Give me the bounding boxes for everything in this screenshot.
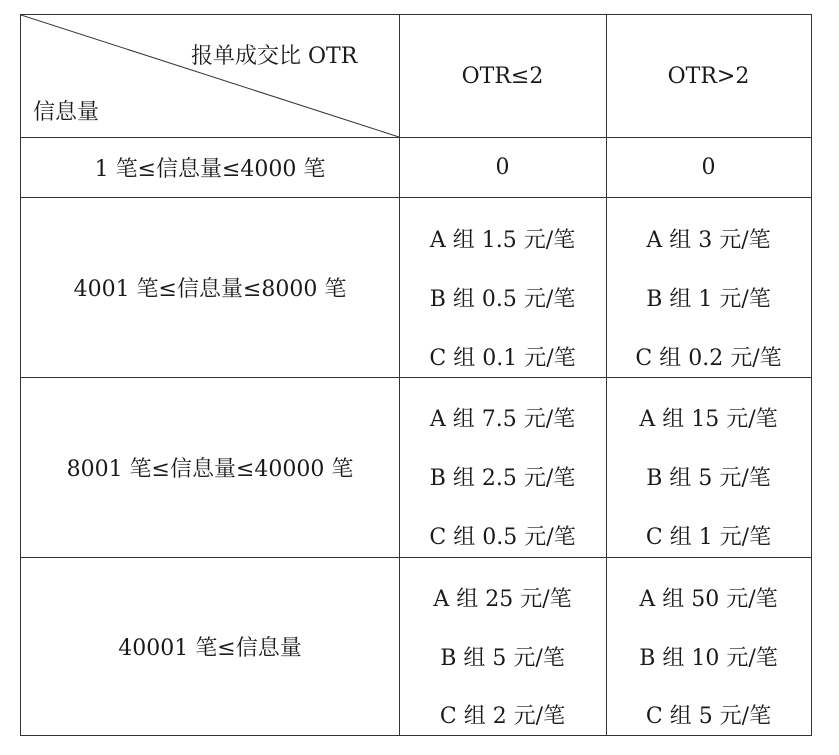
fee-line: A 组 1.5 元/笔	[429, 228, 576, 253]
row-range-label: 4001 笔≤信息量≤8000 笔	[73, 276, 347, 302]
fee-line: B 组 0.5 元/笔	[429, 287, 576, 312]
header-diagonal-bottom-label: 信息量	[33, 100, 100, 125]
row-range-label: 8001 笔≤信息量≤40000 笔	[66, 456, 354, 482]
fee-line: C 组 5 元/笔	[645, 704, 772, 729]
row-range-label: 1 笔≤信息量≤4000 笔	[94, 156, 326, 182]
fee-cell: 0	[495, 154, 510, 180]
fee-line: B 组 10 元/笔	[639, 646, 778, 671]
fee-cell: 0	[701, 154, 716, 180]
header-col-otr-le-2: OTR≤2	[461, 63, 544, 89]
header-col-otr-gt-2: OTR>2	[667, 63, 750, 89]
fee-line: A 组 50 元/笔	[639, 587, 778, 612]
header-diagonal-top-label: 报单成交比 OTR	[191, 44, 358, 69]
row-range-label: 40001 笔≤信息量	[118, 635, 302, 661]
fee-table	[20, 14, 812, 736]
fee-line: C 组 1 元/笔	[645, 525, 772, 550]
fee-line: C 组 0.2 元/笔	[635, 346, 782, 371]
fee-line: A 组 25 元/笔	[433, 587, 572, 612]
fee-line: B 组 5 元/笔	[440, 646, 565, 671]
fee-line: C 组 0.5 元/笔	[429, 525, 576, 550]
fee-line: B 组 2.5 元/笔	[429, 466, 576, 491]
fee-line: B 组 5 元/笔	[646, 466, 771, 491]
fee-line: C 组 0.1 元/笔	[429, 346, 576, 371]
fee-line: A 组 7.5 元/笔	[429, 407, 576, 432]
fee-line: B 组 1 元/笔	[646, 287, 771, 312]
fee-line: A 组 15 元/笔	[639, 407, 778, 432]
fee-line: A 组 3 元/笔	[646, 228, 771, 253]
fee-line: C 组 2 元/笔	[439, 704, 566, 729]
